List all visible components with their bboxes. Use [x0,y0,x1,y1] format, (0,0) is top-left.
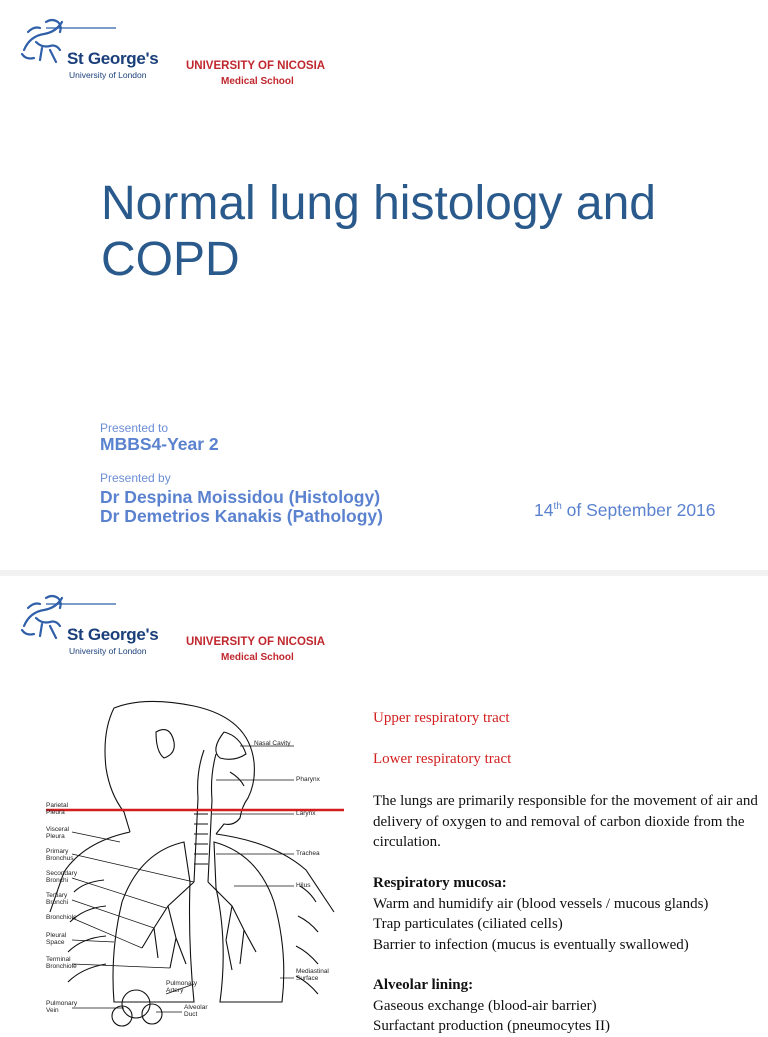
respiratory-mucosa-heading: Respiratory mucosa: [373,875,507,891]
presenter-pathology: Dr Demetrios Kanakis (Pathology) [100,506,383,526]
st-georges-subtitle: University of London [69,70,147,80]
intro-paragraph: The lungs are primarily responsible for the movement of air and delivery of oxygen to and removal of carbon dioxide from the circulation. [373,793,758,850]
alveolar-lining-heading: Alveolar lining: [373,977,474,993]
presenter-histology: Dr Despina Moissidou (Histology) [100,487,381,507]
label-tertiary-bronchi: Tertiary Bronchi [46,892,69,906]
mucosa-item: Barrier to infection (mucus is eventually swallowed) [373,936,689,953]
nicosia-name: UNIVERSITY OF NICOSIA [186,60,326,72]
label-pulmonary-vein: Pulmonary Vein [46,1000,78,1014]
label-parietal-pleura: Parietal Pleura [46,802,69,816]
alveolar-item: Gaseous exchange (blood-air barrier) [373,997,597,1014]
label-alveolar-duct: Alveolar Duct [184,1004,208,1018]
alveolar-item: Surfactant production (pneumocytes II) [373,1018,611,1034]
label-trachea: Trachea [296,850,320,857]
label-pleural-space: Pleural Space [46,932,67,946]
label-secondary-bronchi: Secondary Bronchi [46,870,78,884]
date-rest: of September 2016 [561,500,716,520]
alveolar-lining-section [373,975,763,1037]
respiratory-mucosa-section [373,873,763,955]
content-slide [0,576,768,1034]
label-terminal-bronchiole: Terminal Bronchiole [46,956,77,970]
nicosia-subtitle: Medical School [221,76,294,87]
institution-logos [16,590,346,666]
presented-by-label: Presented by [100,471,171,485]
slide-title: Normal lung histology and COPD [101,177,656,286]
label-mediastinal-surface: Mediastinal Surface [296,968,329,982]
label-larynx: Larynx [296,810,316,817]
label-pharynx: Pharynx [296,776,320,783]
date-suffix: th [553,501,562,513]
nicosia-name: UNIVERSITY OF NICOSIA [186,636,326,648]
date-day: 14 [534,500,554,520]
label-bronchiole: Bronchiole [46,914,77,921]
label-visceral-pleura: Visceral Pleura [46,826,70,840]
presentation-date [534,500,716,521]
label-nasal-cavity: Nasal Cavity [254,740,291,747]
nicosia-subtitle: Medical School [221,652,294,663]
respiratory-anatomy-diagram [44,702,346,1024]
label-pulmonary-artery: Pulmonary Artery [166,980,198,994]
st-georges-name: St George's [67,49,159,68]
institution-logos [16,14,346,90]
lower-respiratory-tract-label: Lower respiratory tract [373,751,512,767]
mucosa-item: Trap particulates (ciliated cells) [373,916,563,932]
presented-to-label: Presented to [100,421,169,435]
upper-respiratory-tract-label: Upper respiratory tract [373,710,510,726]
st-georges-subtitle: University of London [69,646,147,656]
label-primary-bronchus: Primary Bronchus [46,848,74,862]
st-georges-name: St George's [67,625,159,644]
mucosa-item: Warm and humidify air (blood vessels / mucous glands) [373,895,709,912]
audience: MBBS4-Year 2 [100,434,219,454]
label-hilus: Hilus [296,882,311,889]
